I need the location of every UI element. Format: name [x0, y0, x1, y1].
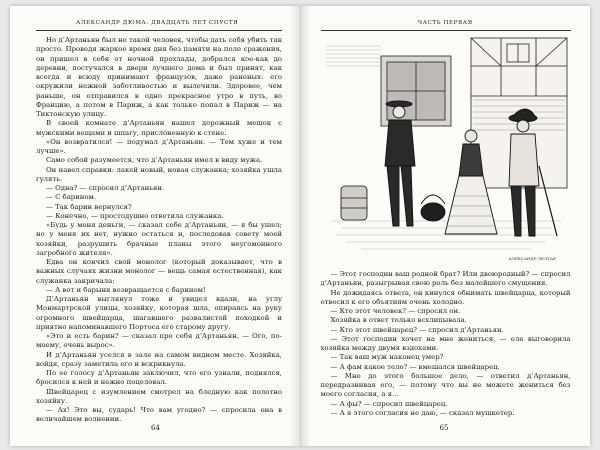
doorway: [381, 56, 451, 126]
paragraph: — С барином.: [46, 193, 97, 202]
paragraph: Хозяйка в ответ только всхлипывала.: [330, 316, 467, 325]
book-spread: [10, 6, 590, 446]
paragraph: — А я этого согласия не даю, — сказал мушкетер.: [330, 408, 515, 417]
paragraph: — Мне до этого большое дело, — ответил д’Артаньян, передразнивая его, — потому что вы не можете жениться без моего согласия, а я...: [320, 371, 571, 399]
paragraph: Едва он кончил свой монолог (который доказывает, что в важных случаях жизни монолог — вещь самая естественная), как служанка закричала:: [36, 258, 282, 285]
paragraph: Не дожидаясь ответа, он кинулся обнимать швейцарца, который отвесил к его объятиям очень холодно.: [320, 288, 571, 306]
paragraph: «Будь у меня деньги, — сказал себе д’Артаньян, — я бы ушел; но у меня их нет, нужно остаться и, последовав совету моей хозяйки, разрушить брачные планы этого неугомонного загробного жителя».: [36, 221, 282, 257]
paragraph: В своей комнате д’Артаньян нашел дорожный мешок с мужскими вещами и шпагу, прислоненную к стене.: [36, 119, 282, 137]
paragraph: «Это и есть барин? — сказал про себя д’Артаньян. — Ого, по-моему, очень вырос».: [36, 332, 282, 350]
paragraph: — Кто этот человек? — спросил он.: [330, 307, 461, 315]
barrel: [341, 186, 367, 220]
paragraph: — А фам какое тело? — вмешался швейцарец.: [330, 362, 500, 371]
header-rule: [321, 30, 571, 31]
illustration-signature: АЛЕКСАНДР ЛЕЛУАР: [508, 256, 556, 261]
paragraph: И д’Артаньян уселся в зале на самом видном месте. Хозяйка, войдя, сразу заметила его и вскрикнула.: [36, 350, 282, 368]
right-page-text: [321, 270, 571, 418]
paragraph: — А фы? — спросил швейцарец.: [330, 399, 448, 408]
paragraph: Само собой разумеется, что д’Артаньян имел в виду мужа.: [46, 156, 263, 165]
paragraph: — Этот господин ваш родной брат? Или двоюродный? — спросил д’Артаньян, разыгрывая свою роль без малейшего смущения.: [320, 270, 571, 288]
paragraph: Д’Артаньян выглянул тоже и увидел вдали, на углу Монмартрской улицы, хозяйку, которая шла, опираясь на руку огромного швейцарца, шагавшего развалистой походкой и приятно напоминавшего Портоса его старому другу.: [36, 295, 282, 331]
paragraph: — Этот господин хочет на мне жениться, — еле выговорила хозяйка между двумя вздохами.: [320, 334, 571, 352]
paragraph: Но д’Артаньян был не такой человек, чтобы дать себя убить так просто. Проведя жаркое время дня без памяти на поле сражения, он пришел в себя от ночной прохлады, добрался кое-как до деревни, постучался в двери лучшего дома и был принят, как всегда и всюду принимают французов, даже раненых: его окружили нежной заботливостью и вылечили. Здоровее, чем раньше, он отправился в одно прекрасное утро в путь, во Францию, а потом в Париж, а как только попал в Париж — на Тиктонскую улицу.: [36, 36, 282, 118]
paragraph: По ее голосу д’Артаньян заключил, что его узнали, поднялся, бросился к ней и нежно поцеловал.: [36, 369, 282, 387]
engraving-illustration: [321, 36, 571, 264]
paragraph: — Конечно, — простодушно ответила служанка.: [46, 211, 224, 220]
paragraph: — Так барин вернулся?: [46, 202, 132, 211]
figure-left: [385, 101, 415, 226]
header-rule: [36, 30, 282, 31]
paragraph: Он навел справки: лакей новый, новая служанка; хозяйка ушла гулять.: [36, 165, 282, 183]
right-page: [301, 6, 591, 446]
page-number-right: 65: [439, 424, 449, 432]
paragraph: «Он возвратился! — подумал д’Артаньян. — Тем хуже и тем лучше».: [36, 137, 282, 155]
paragraph: — Кто этот швейцарец? — спросил д’Артаньян.: [330, 325, 504, 334]
cauldron: [421, 195, 445, 221]
left-page-text: [36, 36, 282, 425]
paragraph: Швейцарец с изумлением смотрел на бледную как полотно хозяйку.: [36, 387, 282, 405]
paragraph: — А вот и барыня возвращается с барином!: [46, 285, 206, 294]
paragraph: — Одна? — спросил д’Артаньян.: [46, 184, 165, 192]
paragraph: — Ах! Это вы, сударь! Что вам угодно? — спросила она в величайшем волнении.: [36, 406, 282, 424]
running-head-left: АЛЕКСАНДР ДЮМА. ДВАДЦАТЬ ЛЕТ СПУСТЯ: [76, 20, 239, 26]
running-head-right: ЧАСТЬ ПЕРВАЯ: [417, 20, 473, 26]
page-number-left: 64: [151, 424, 160, 432]
left-page: [10, 6, 301, 446]
paragraph: — Так ваш муж наконец умер?: [330, 353, 444, 362]
